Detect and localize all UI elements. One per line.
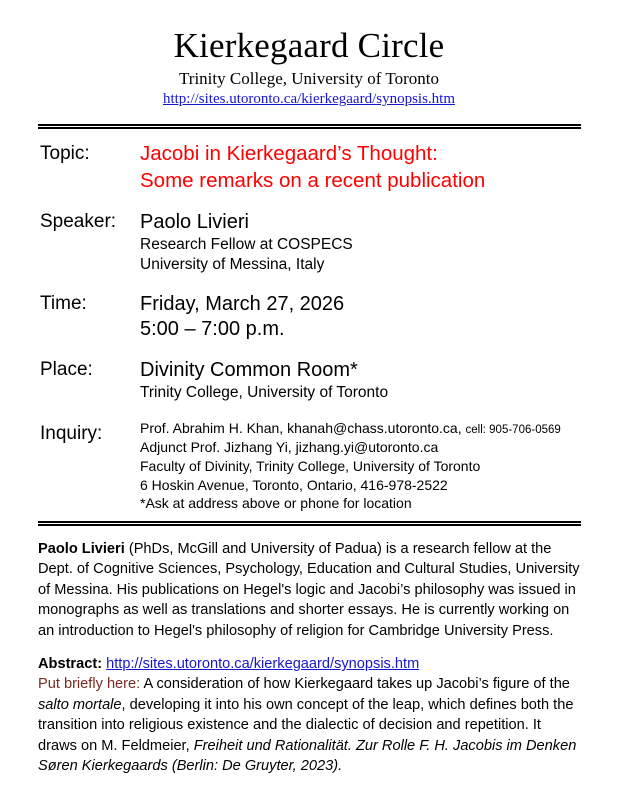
organization-title: Kierkegaard Circle <box>173 26 445 65</box>
speaker-institution: University of Messina, Italy <box>140 256 325 274</box>
abstract-link[interactable]: http://sites.utoronto.ca/kierkegaard/synopsis.htm <box>106 656 420 673</box>
event-hours: 5:00 – 7:00 p.m. <box>140 317 285 340</box>
speaker-name: Paolo Livieri <box>140 211 249 234</box>
speaker-value <box>140 210 618 275</box>
abstract-text-2: , developing it into his own concept of the leap, which defines both the transition into religious existence and the dialectic of decision and repetition. It draws on M. Feldmeier, <box>38 696 574 754</box>
bio-speaker-name: Paolo Livieri <box>38 540 125 557</box>
topic-value <box>140 140 618 194</box>
organization-affiliation: Trinity College, University of Toronto <box>179 69 439 89</box>
detail-row-topic <box>0 140 618 194</box>
divider-bottom <box>38 521 581 526</box>
header-website-link[interactable]: http://sites.utoronto.ca/kierkegaard/synopsis.htm <box>162 91 456 108</box>
speaker-biography <box>38 539 580 641</box>
abstract-italic-term: salto mortale <box>38 696 122 713</box>
inquiry-contact-secondary: Adjunct Prof. Jizhang Yi, jizhang.yi@utoronto.ca <box>140 439 439 456</box>
topic-line-2: Some remarks on a recent publication <box>140 168 486 192</box>
inquiry-faculty: Faculty of Divinity, Trinity College, University of Toronto <box>140 458 481 475</box>
place-value <box>140 358 618 403</box>
event-details <box>0 140 618 513</box>
abstract-label: Abstract: <box>38 656 103 673</box>
divider-top <box>38 124 581 129</box>
event-date: Friday, March 27, 2026 <box>140 292 345 315</box>
abstract-section <box>38 654 580 777</box>
inquiry-footnote: *Ask at address above or phone for location <box>140 495 412 512</box>
inquiry-address: 6 Hoskin Avenue, Toronto, Ontario, 416-978-2522 <box>140 476 448 493</box>
venue-address: Trinity College, University of Toronto <box>140 384 389 402</box>
speaker-position: Research Fellow at COSPECS <box>140 236 353 254</box>
inquiry-label: Inquiry: <box>40 423 103 445</box>
topic-line-1: Jacobi in Kierkegaard’s Thought: <box>140 141 438 165</box>
poster-header <box>0 0 618 110</box>
inquiry-contact-primary <box>140 419 618 438</box>
inquiry-value <box>140 419 618 513</box>
abstract-text-1: A consideration of how Kierkegaard takes up Jacobi’s figure of the <box>140 676 570 693</box>
abstract-cited-work: Freiheit und Rationalität. Zur Rolle F. H. Jacobis im Denken Søren Kierkegaards (Berlin: De Gruyter, 2023). <box>38 737 577 775</box>
detail-row-speaker <box>0 210 618 275</box>
time-value <box>140 292 618 342</box>
poster-body <box>0 539 618 777</box>
abstract-prefix: Put briefly here: <box>38 676 141 693</box>
detail-row-time <box>0 292 618 342</box>
topic-label: Topic: <box>40 142 90 164</box>
inquiry-contact-name-email: Prof. Abrahim H. Khan, khanah@chass.utoronto.ca, <box>140 420 462 437</box>
venue-room: Divinity Common Room* <box>140 358 358 381</box>
place-label: Place: <box>40 358 93 380</box>
detail-row-inquiry <box>0 419 618 513</box>
detail-row-place <box>0 358 618 403</box>
speaker-label: Speaker: <box>40 211 117 233</box>
time-label: Time: <box>40 292 87 314</box>
bio-text: (PhDs, McGill and University of Padua) is a research fellow at the Dept. of Cognitive Sciences, Psychology, Education and Cultural Studies, University of Messina. His publications on Hegel's logic and Jacobi’s philosophy was issued in monographs as well as translations and shorter essays. He is currently working on an introduction to Hegel's philosophy of religion for Cambridge University Press. <box>38 540 580 639</box>
inquiry-cell-number: cell: 905-706-0569 <box>465 424 561 437</box>
